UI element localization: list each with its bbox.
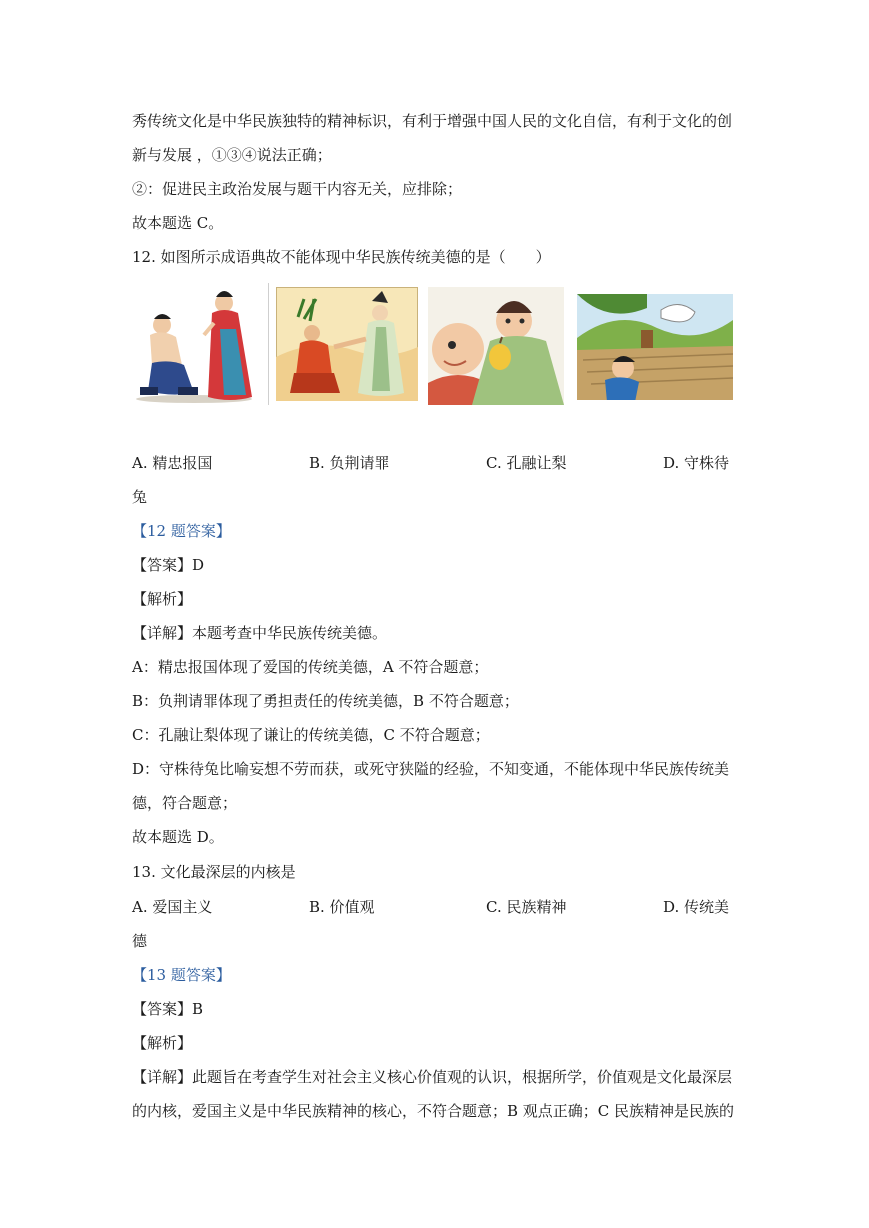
answer-line: 【答案】D xyxy=(132,556,205,574)
question-13-stem: 13. 文化最深层的内核是 xyxy=(132,863,296,881)
option-a: A. 精忠报国 xyxy=(132,454,213,472)
option-b: B. 价值观 xyxy=(309,898,375,916)
option-b: B. 负荆请罪 xyxy=(309,454,390,472)
explanation-d: D：守株待兔比喻妄想不劳而获，或死守狭隘的经验，不知变通，不能体现中华民族传统美 xyxy=(132,760,730,778)
explanation-c: C：孔融让梨体现了谦让的传统美德，C 不符合题意； xyxy=(132,726,490,744)
explanation-b: B：负荆请罪体现了勇担责任的传统美德，B 不符合题意； xyxy=(132,692,519,710)
image-divider xyxy=(268,283,269,405)
text-line: ②：促进民主政治发展与题干内容无关，应排除； xyxy=(132,180,463,198)
answer-line: 【答案】B xyxy=(132,1000,204,1018)
analysis-label: 【解析】 xyxy=(132,590,193,608)
answer-header: 【12 题答案】 xyxy=(132,522,231,540)
detail-line: 【详解】此题旨在考查学生对社会主义核心价值观的认识，根据所学，价值观是文化最深层 xyxy=(132,1068,733,1086)
text-line: 秀传统文化是中华民族独特的精神标识，有利于增强中国人民的文化自信，有利于文化的创 xyxy=(132,112,733,130)
option-d: D. 守株待 xyxy=(663,454,730,472)
analysis-label: 【解析】 xyxy=(132,1034,193,1052)
question-12-options xyxy=(132,453,742,473)
option-d-wrap: 德 xyxy=(132,932,148,950)
option-d: D. 传统美 xyxy=(663,898,730,916)
explanation-a: A：精忠报国体现了爱国的传统美德，A 不符合题意； xyxy=(132,658,489,676)
option-d-wrap: 兔 xyxy=(132,488,148,506)
answer-header: 【13 题答案】 xyxy=(132,966,231,984)
option-c: C. 民族精神 xyxy=(486,898,567,916)
question-12-stem: 12. 如图所示成语典故不能体现中华民族传统美德的是（ ） xyxy=(132,248,551,266)
painting-kongrong xyxy=(428,287,564,405)
option-c: C. 孔融让梨 xyxy=(486,454,567,472)
detail-line-cont: 的内核，爱国主义是中华民族精神的核心，不符合题意；B 观点正确；C 民族精神是民族的 xyxy=(132,1102,735,1120)
painting-shouzhu xyxy=(577,294,733,400)
conclusion: 故本题选 D。 xyxy=(132,828,224,846)
detail-line: 【详解】本题考查中华民族传统美德。 xyxy=(132,624,388,642)
painting-jingzhong xyxy=(132,283,267,405)
text-line: 故本题选 C。 xyxy=(132,214,224,232)
painting-fujing xyxy=(276,287,418,401)
option-a: A. 爱国主义 xyxy=(132,898,213,916)
explanation-d-cont: 德，符合题意； xyxy=(132,794,238,812)
text-line: 新与发展 ，①③④说法正确； xyxy=(132,146,332,164)
question-13-options xyxy=(132,897,742,917)
